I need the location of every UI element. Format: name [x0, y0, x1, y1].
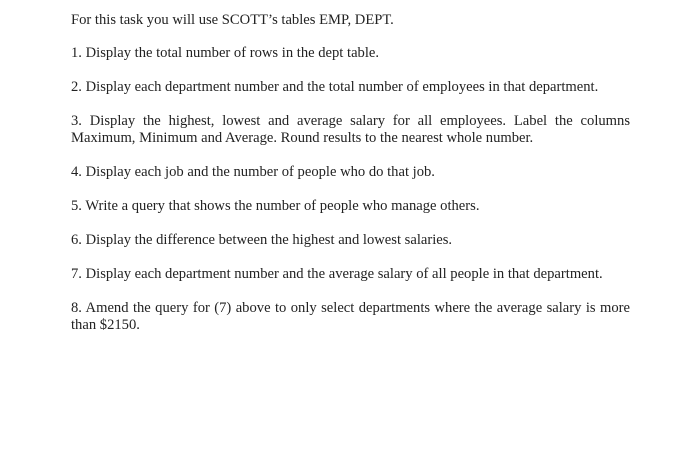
task-6: 6. Display the difference between the highest and lowest salaries.: [71, 232, 453, 248]
task-document: [71, 12, 630, 351]
task-2: 2. Display each department number and the total number of employees in that department.: [71, 79, 599, 95]
task-3: 3. Display the highest, lowest and average salary for all employees. Label the columns Maximum, Minimum and Average. Round results to the nearest whole number.: [71, 113, 630, 146]
task-1: 1. Display the total number of rows in the dept table.: [71, 45, 380, 61]
task-5: 5. Write a query that shows the number of people who manage others.: [71, 198, 480, 214]
task-4: 4. Display each job and the number of people who do that job.: [71, 164, 435, 180]
task-8: 8. Amend the query for (7) above to only select departments where the average salary is more than $2150.: [71, 300, 630, 333]
task-7: 7. Display each department number and the average salary of all people in that department.: [71, 266, 603, 282]
intro-text: For this task you will use SCOTT’s tables EMP, DEPT.: [71, 12, 394, 28]
